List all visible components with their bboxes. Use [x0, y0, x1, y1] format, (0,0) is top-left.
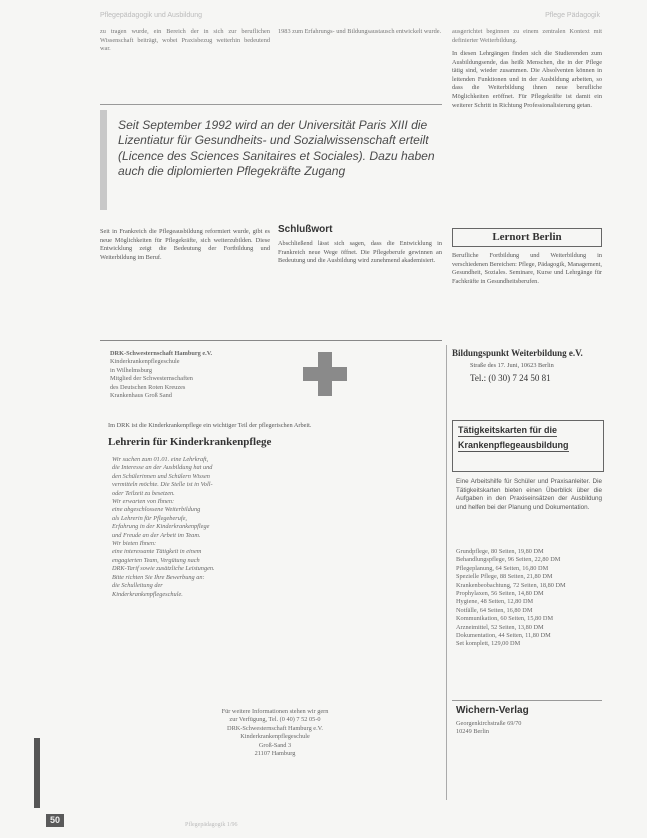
drk-body — [112, 456, 442, 599]
schlusswort-text: Abschließend lässt sich sagen, dass die Entwicklung in Frankreich neue Wege öffnet. Die Pflegeberufe gewinnen an Bedeutung und die Ausbildung wird zunehmend akademisiert. — [278, 240, 442, 265]
right-column-paragraph: In diesen Lehrgängen finden sich die Studierenden zum Ausbildungsende, das heißt Menschen, die in der Pflege tätig sind, wieder zusammen. Die Absolventen können in leitenden Funktionen und in der Ausbildung arbeiten, so dass die Weiterbildung ihnen neue berufliche Möglichkeiten eröffnet. Für Pflegekräfte ist damit ein weiterer Schritt in Richtung Professionalisierung getan. — [452, 50, 602, 109]
taetigkeit-item: Notfälle, 64 Seiten, 16,80 DM — [456, 606, 533, 614]
drk-body-line: vermitteln möchte. Die Stelle ist in Voll- — [112, 481, 213, 489]
drk-body-line: Wir bieten Ihnen: — [112, 540, 157, 548]
taetigkeit-text — [456, 478, 602, 538]
lernort-paragraph: Berufliche Fortbildung und Weiterbildung in verschiedenen Bereichen: Pflege, Pädagogik, Management, Gesundheit, Soziales. Seminare, Kurse und Lehrgänge für Fachkräfte in Gesundheitsberufen. — [452, 252, 602, 285]
taetigkeit-item: Hygiene, 48 Seiten, 12,80 DM — [456, 598, 534, 606]
drk-contact-line: Kinderkrankenpflegeschule — [240, 733, 310, 741]
drk-contact-line: Für weitere Informationen stehen wir gern — [221, 708, 329, 715]
header-right: Pflege Pädagogik — [545, 12, 600, 19]
drk-org-line: Mitglied der Schwesternschaften — [110, 375, 193, 383]
footer-text: Pflegepädagogik 1/96 — [185, 822, 238, 828]
drk-org-line: DRK-Schwesternschaft Hamburg e.V. — [110, 350, 213, 357]
publisher-name: Wichern-Verlag — [456, 705, 529, 716]
top-column-1 — [100, 28, 270, 80]
top-column-2 — [278, 28, 442, 80]
taetigkeit-paragraph: Eine Arbeitshilfe für Schüler und Praxisanleiter. Die Tätigkeitskarten bieten einen Überblick über die Aufgaben in den Praxiseinsätzen der Ausbildung und helfen bei der Planung und Dokumentation. — [456, 478, 602, 511]
drk-contact — [108, 708, 442, 758]
drk-body-line: die Schulleitung der — [112, 582, 163, 590]
rule-top — [100, 104, 442, 105]
drk-contact-line: 21107 Hamburg — [254, 750, 296, 758]
taetigkeit-item: Behandlungspflege, 96 Seiten, 22,80 DM — [456, 556, 561, 564]
top-column-3-text: ausgerichtet beginnen zu einem zentralen Kontext mit definierter Weiterbildung. — [452, 28, 602, 44]
drk-body-line: Erfahrung in der Kinderkrankenpflege — [112, 523, 210, 531]
publisher-line: 10249 Berlin — [456, 728, 490, 736]
top-column-1-text: zu tragen wurde, ein Bereich der in sich zur beruflichen Wissenschaft beiträgt, wobei Praxisbezug weiterhin bedeutend war. — [100, 28, 270, 53]
drk-body-line: eine interessante Tätigkeit in einem — [112, 548, 202, 556]
schlusswort-column — [278, 240, 442, 298]
drk-body-line: Bitte richten Sie Ihre Bewerbung an: — [112, 573, 205, 581]
drk-intro: Im DRK ist die Kinderkrankenpflege ein wichtiger Teil der pflegerischen Arbeit. — [108, 422, 312, 429]
column-divider — [446, 345, 447, 800]
taetigkeit-title — [458, 425, 569, 455]
drk-body-line: die Interesse an der Ausbildung hat und — [112, 464, 213, 472]
header-left: Pflegepädagogik und Ausbildung — [100, 12, 202, 19]
taetigkeit-title-line-2: Krankenpflegeausbildung — [458, 440, 569, 450]
taetigkeit-item: Kommunikation, 60 Seiten, 15,80 DM — [456, 615, 554, 623]
drk-org-line: Krankenhaus Groß Sand — [110, 392, 172, 400]
running-header — [100, 12, 600, 19]
lernort-text — [452, 252, 602, 332]
thumb-index — [34, 738, 40, 808]
taetigkeit-items — [456, 548, 602, 649]
taetigkeit-item: Dokumentation, 44 Seiten, 11,80 DM — [456, 632, 551, 640]
taetigkeit-title-line-1: Tätigkeitskarten für die — [458, 425, 558, 435]
top-column-3 — [452, 28, 602, 48]
drk-body-line: DRK-Tarif sowie zusätzliche Leistungen. — [112, 565, 215, 573]
right-column-text — [452, 50, 602, 210]
drk-contact-line: Groß-Sand 3 — [258, 741, 292, 749]
drk-body-line: Kinderkrankenpflegeschule. — [112, 590, 183, 598]
middle-left-column — [100, 228, 270, 298]
rule-mid — [100, 340, 442, 341]
taetigkeit-item: Prophylaxen, 56 Seiten, 14,80 DM — [456, 590, 544, 598]
taetigkeit-item: Spezielle Pflege, 88 Seiten, 21,80 DM — [456, 573, 553, 581]
drk-body-line: als Lehrerin für Pflegeberufe, — [112, 514, 187, 522]
top-column-2-text: 1983 zum Erfahrungs- und Bildungsaustausch entwickelt wurde. — [278, 28, 442, 35]
drk-contact-line: DRK-Schwesternschaft Hamburg e.V. — [227, 724, 323, 732]
schlusswort-heading: Schlußwort — [278, 224, 333, 235]
wichern-rule — [452, 700, 602, 701]
drk-body-line: Wir suchen zum 01.01. eine Lehrkraft, — [112, 456, 209, 463]
pull-quote: Seit September 1992 wird an der Universität Paris XIII die Lizentiatur für Gesundheits- und Sozialwissenschaft erteilt (Licence des Sciences Sanitaires et Sociales). Dazu haben auch die diplomierten Pflegekräfte Zugang — [118, 118, 435, 179]
lernort-tel: Tel.: (0 30) 7 24 50 81 — [470, 373, 551, 383]
drk-body-line: und Freude an der Arbeit im Team. — [112, 531, 201, 539]
page-number: 50 — [46, 814, 64, 827]
lernort-org: Bildungspunkt Weiterbildung e.V. — [452, 348, 583, 358]
lernort-title: Lernort Berlin — [452, 228, 602, 247]
taetigkeit-item: Set komplett, 129,00 DM — [456, 640, 521, 648]
drk-title: Lehrerin für Kinderkrankenpflege — [108, 436, 272, 448]
drk-org-line: Kinderkrankenpflegeschule — [110, 358, 180, 366]
taetigkeit-item: Krankenbeobachtung, 72 Seiten, 18,80 DM — [456, 581, 566, 589]
drk-org-block — [110, 350, 290, 400]
drk-org-line: in Wilhelmsburg — [110, 366, 153, 374]
drk-body-line: engagierten Team, Vergütung nach — [112, 556, 200, 564]
cross-icon-horizontal — [303, 367, 347, 381]
publisher-line: Georgenkirchstraße 69/70 — [456, 720, 522, 727]
taetigkeit-item: Grundpflege, 80 Seiten, 19,80 DM — [456, 548, 544, 555]
drk-contact-line: zur Verfügung, Tel. (0 40) 7 52 05-0 — [229, 716, 321, 724]
drk-body-line: Wir erwarten von Ihnen: — [112, 498, 175, 506]
drk-body-line: eine abgeschlossene Weiterbildung — [112, 506, 201, 514]
lernort-address: Straße des 17. Juni, 10623 Berlin — [470, 362, 554, 369]
publisher-address — [456, 720, 602, 737]
middle-left-text: Seit in Frankreich die Pflegeausbildung reformiert wurde, gibt es neue Möglichkeiten für Pflegekräfte, sich weiterzubilden. Diese Entwicklung zeigt die Bedeutung der Fortbildung und Weiterbildung im Beruf. — [100, 228, 270, 261]
taetigkeit-item: Pflegeplanung, 64 Seiten, 16,80 DM — [456, 564, 549, 572]
drk-org-line: des Deutschen Roten Kreuzes — [110, 383, 186, 391]
drk-body-line: oder Teilzeit zu besetzen. — [112, 489, 175, 497]
drk-body-line: den Schülerinnen und Schülern Wissen — [112, 472, 210, 480]
taetigkeit-item: Arzneimittel, 52 Seiten, 13,80 DM — [456, 623, 544, 631]
